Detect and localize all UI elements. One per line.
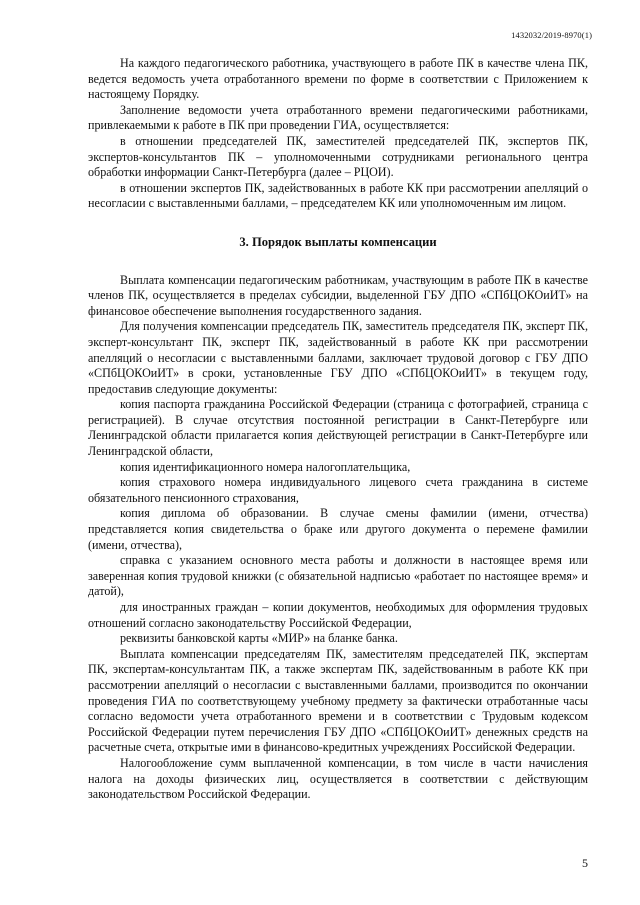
list-item: копия страхового номера индивидуального лицевого счета гражданина в системе обязательного пенсионного страхования, xyxy=(88,475,588,505)
list-item: копия идентификационного номера налогоплательщика, xyxy=(120,459,411,474)
paragraph: Заполнение ведомости учета отработанного времени педагогическими работниками, привлекаемыми к работе в ПК при проведении ГИА, осуществляется: xyxy=(88,102,588,133)
paragraph: в отношении экспертов ПК, задействованных в работе КК при рассмотрении апелляций о несогласии с выставленными баллами, – председателем КК или уполномоченным им лицом. xyxy=(88,180,588,211)
paragraph: Для получения компенсации председатель ПК, заместитель председателя ПК, эксперт ПК, эксперт-консультант ПК, эксперт ПК, задействованный в работе КК при рассмотрении апелляций о несогласии с выставленными баллами, заключает трудовой договор с ГБУ ДПО «СПбЦОКОиИТ» в сроки, установленные ГБУ ДПО «СПбЦОКОиИТ» в текущем году, предоставив следующие документы: xyxy=(88,319,588,396)
list-item: копия паспорта гражданина Российской Федерации (страница с фотографией, страница с регистрацией). В случае отсутствия постоянной регистрации в Санкт-Петербурге или Ленинградской области прилагается копия действующей регистрации в Санкт-Петербурге или Ленинградской области, xyxy=(88,397,588,459)
list-item: справка с указанием основного места работы и должности в настоящее время или заверенная копия трудовой книжки (с обязательной надписью «работает по настоящее время» и датой), xyxy=(88,553,588,599)
paragraph: в отношении председателей ПК, заместителей председателей ПК, экспертов ПК, экспертов-консультантов ПК – уполномоченными сотрудниками регионального центра обработки информации Санкт-Петербурга (далее – РЦОИ). xyxy=(88,133,588,180)
document-id: 1432032/2019-8970(1) xyxy=(511,30,592,40)
section-heading: 3. Порядок выплаты компенсации xyxy=(239,234,437,249)
paragraph: Выплата компенсации педагогическим работникам, участвующим в работе ПК в качестве членов ПК, осуществляется в пределах субсидии, выделенной ГБУ ДПО «СПбЦОКОиИТ» на финансовое обеспечение выполнения государственного задания. xyxy=(88,272,588,318)
paragraph: На каждого педагогического работника, участвующего в работе ПК в качестве члена ПК, ведется ведомость учета отработанного времени по форме в соответствии с Приложением к настоящему Порядку. xyxy=(88,56,588,102)
list-item: для иностранных граждан – копии документов, необходимых для оформления трудовых отношений согласно законодательству Российской Федерации, xyxy=(88,600,588,630)
document-body xyxy=(88,56,588,803)
paragraph: Выплата компенсации председателям ПК, заместителям председателей ПК, экспертам ПК, экспертам-консультантам ПК, а также экспертам ПК, задействованным в работе КК при рассмотрении апелляций о несогласии с выставленными баллами, производится по окончании проведения ГИА по соответствующему учебному предмету за фактически отработанные часы согласно ведомости учета отработанного времени и в соответствии с Трудовым кодексом Российской Федерации путем перечисления ГБУ ДПО «СПбЦОКОиИТ» денежных средств на расчетные счета, открытые ими в финансово-кредитных учреждениях Российской Федерации. xyxy=(88,646,588,755)
list-item: копия диплома об образовании. В случае смены фамилии (имени, отчества) представляется копия свидетельства о браке или другого документа о перемене фамилии (имени, отчества), xyxy=(88,506,588,552)
list-item: реквизиты банковской карты «МИР» на бланке банка. xyxy=(120,631,398,646)
paragraph: Налогообложение сумм выплаченной компенсации, в том числе в части начисления налога на доходы физических лиц, осуществляется в соответствии с действующим законодательством Российской Федерации. xyxy=(88,755,588,802)
page-number: 5 xyxy=(582,856,588,870)
